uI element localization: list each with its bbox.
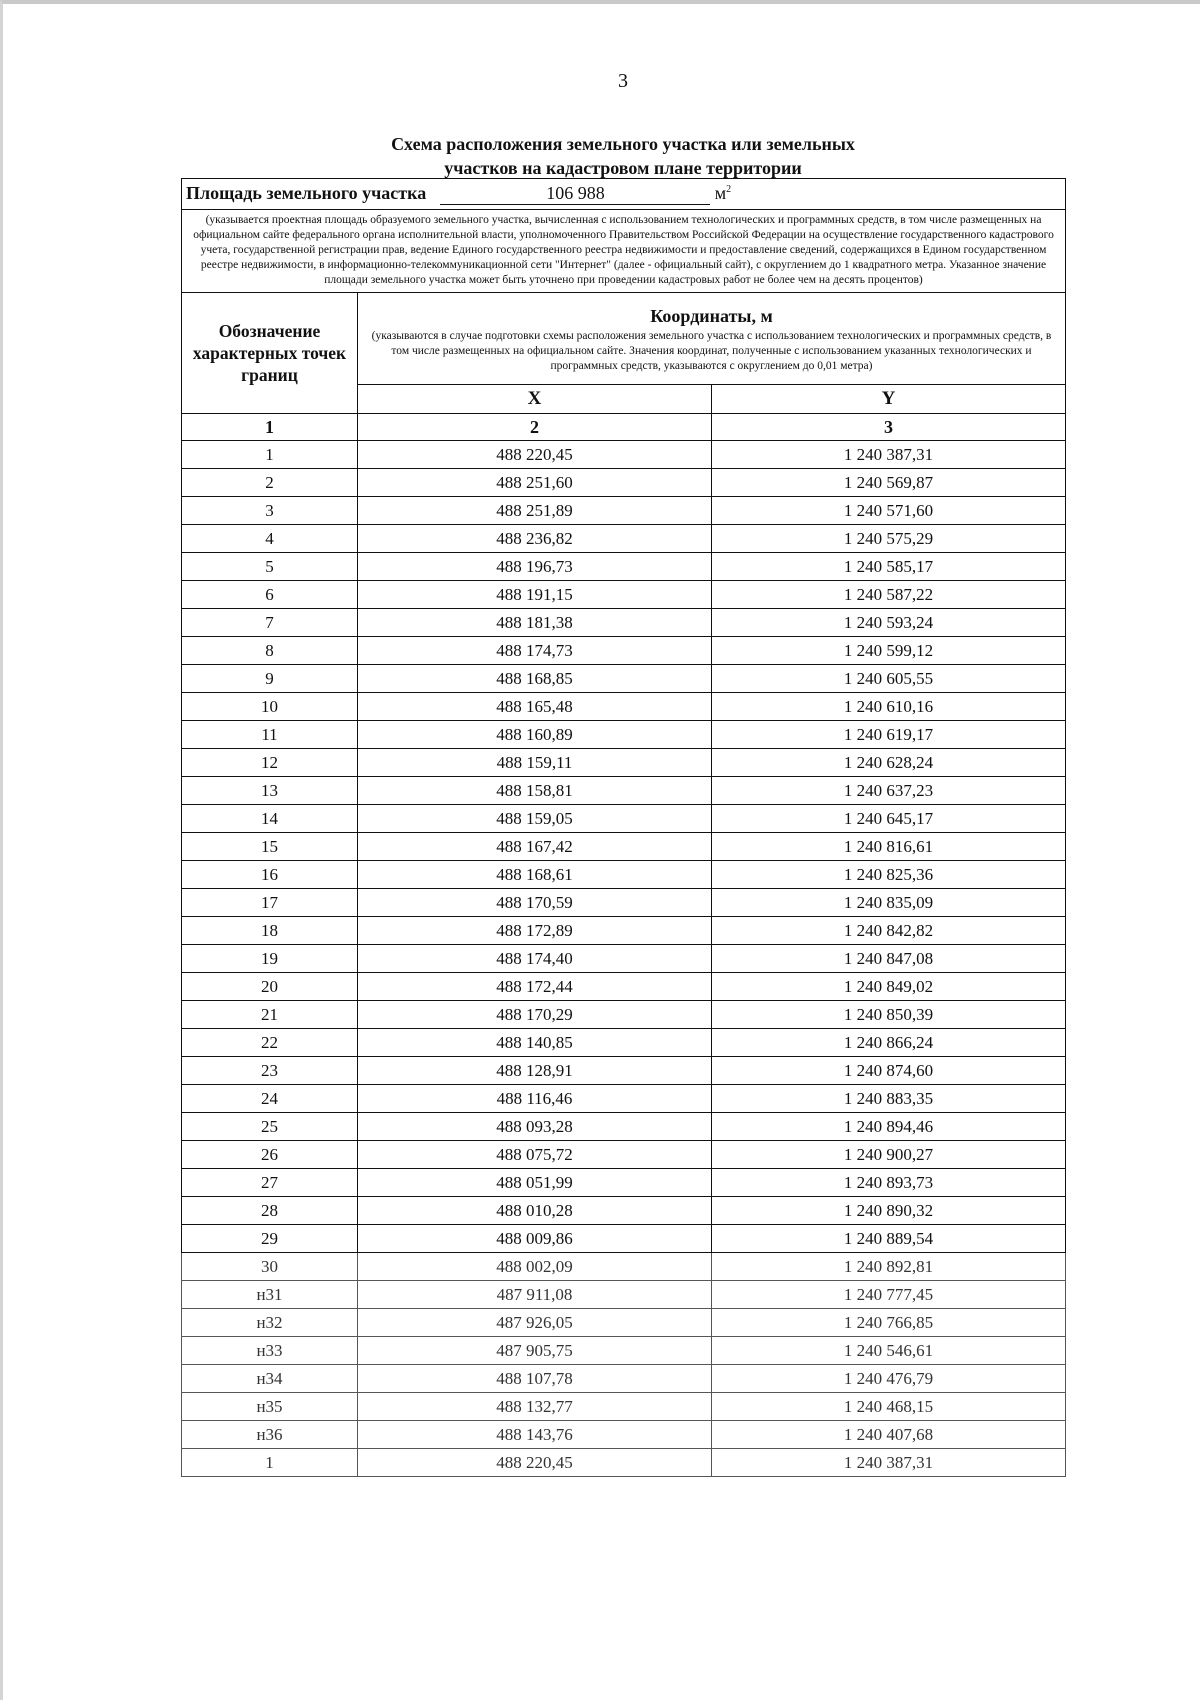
cell-y: 1 240 605,55 — [712, 665, 1066, 693]
cell-point: 29 — [182, 1225, 358, 1253]
area-value: 106 988 — [440, 183, 710, 205]
column-number: 3 — [712, 414, 1066, 441]
cell-x: 488 181,38 — [358, 609, 712, 637]
table-row — [182, 1085, 1066, 1113]
cell-x: 488 002,09 — [358, 1253, 712, 1281]
column-number: 1 — [182, 414, 358, 441]
cell-x: 488 128,91 — [358, 1057, 712, 1085]
cell-x: 488 236,82 — [358, 525, 712, 553]
cell-x: 488 075,72 — [358, 1141, 712, 1169]
cell-point: н32 — [182, 1309, 358, 1337]
cell-x: 488 159,05 — [358, 805, 712, 833]
cell-x: 488 159,11 — [358, 749, 712, 777]
cell-y: 1 240 387,31 — [712, 1449, 1066, 1477]
table-row — [182, 581, 1066, 609]
cell-y: 1 240 468,15 — [712, 1393, 1066, 1421]
cell-point: 19 — [182, 945, 358, 973]
cell-y: 1 240 619,17 — [712, 721, 1066, 749]
table-row — [182, 1449, 1066, 1477]
cell-point: 23 — [182, 1057, 358, 1085]
cell-point: 26 — [182, 1141, 358, 1169]
table-row — [182, 1113, 1066, 1141]
cell-point: н36 — [182, 1421, 358, 1449]
cell-x: 488 165,48 — [358, 693, 712, 721]
cell-y: 1 240 893,73 — [712, 1169, 1066, 1197]
table-row — [182, 805, 1066, 833]
cell-x: 488 160,89 — [358, 721, 712, 749]
column-number-row — [182, 414, 1066, 441]
cell-x: 488 172,44 — [358, 973, 712, 1001]
cell-x: 488 051,99 — [358, 1169, 712, 1197]
cell-point: 7 — [182, 609, 358, 637]
cell-y: 1 240 883,35 — [712, 1085, 1066, 1113]
cell-point: 21 — [182, 1001, 358, 1029]
table-row — [182, 609, 1066, 637]
table-row — [182, 637, 1066, 665]
cell-y: 1 240 407,68 — [712, 1421, 1066, 1449]
cell-y: 1 240 585,17 — [712, 553, 1066, 581]
table-row — [182, 1225, 1066, 1253]
title-line-1: Схема расположения земельного участка или земельных — [391, 134, 855, 154]
cell-y: 1 240 849,02 — [712, 973, 1066, 1001]
cell-point: 10 — [182, 693, 358, 721]
cell-point: 15 — [182, 833, 358, 861]
cell-point: 13 — [182, 777, 358, 805]
cell-point: 6 — [182, 581, 358, 609]
cell-y: 1 240 610,16 — [712, 693, 1066, 721]
area-note-row — [182, 210, 1066, 293]
cell-y: 1 240 866,24 — [712, 1029, 1066, 1057]
table-row — [182, 777, 1066, 805]
cell-x: 488 009,86 — [358, 1225, 712, 1253]
cell-y: 1 240 569,87 — [712, 469, 1066, 497]
cell-y: 1 240 890,32 — [712, 1197, 1066, 1225]
table-row — [182, 469, 1066, 497]
cell-y: 1 240 900,27 — [712, 1141, 1066, 1169]
cell-point: 2 — [182, 469, 358, 497]
cell-x: 488 196,73 — [358, 553, 712, 581]
cell-x: 488 107,78 — [358, 1365, 712, 1393]
cell-point: 25 — [182, 1113, 358, 1141]
table-row — [182, 833, 1066, 861]
table-row — [182, 1197, 1066, 1225]
cell-y: 1 240 571,60 — [712, 497, 1066, 525]
document-title — [181, 132, 1065, 180]
cell-x: 488 143,76 — [358, 1421, 712, 1449]
cell-y: 1 240 637,23 — [712, 777, 1066, 805]
cell-x: 488 251,60 — [358, 469, 712, 497]
table-row — [182, 1057, 1066, 1085]
header-row — [182, 293, 1066, 385]
cell-x: 488 170,59 — [358, 889, 712, 917]
cell-y: 1 240 599,12 — [712, 637, 1066, 665]
table-row — [182, 1253, 1066, 1281]
cell-point: 28 — [182, 1197, 358, 1225]
cell-point: 1 — [182, 1449, 358, 1477]
cell-y: 1 240 894,46 — [712, 1113, 1066, 1141]
cell-y: 1 240 645,17 — [712, 805, 1066, 833]
table-row — [182, 1281, 1066, 1309]
coordinates-title: Координаты, м — [650, 305, 773, 326]
cell-x: 488 168,61 — [358, 861, 712, 889]
coordinates-table — [181, 178, 1066, 1477]
cell-y: 1 240 575,29 — [712, 525, 1066, 553]
cell-y: 1 240 587,22 — [712, 581, 1066, 609]
cell-point: 18 — [182, 917, 358, 945]
cell-y: 1 240 850,39 — [712, 1001, 1066, 1029]
cell-point: 27 — [182, 1169, 358, 1197]
table-row — [182, 889, 1066, 917]
table-row — [182, 1169, 1066, 1197]
cell-x: 488 191,15 — [358, 581, 712, 609]
cell-point: 4 — [182, 525, 358, 553]
coordinates-header — [358, 293, 1066, 385]
area-unit-text: м — [714, 183, 727, 203]
table-row — [182, 917, 1066, 945]
cell-point: 30 — [182, 1253, 358, 1281]
table-row — [182, 665, 1066, 693]
page-number: 3 — [618, 70, 628, 92]
table-row — [182, 1393, 1066, 1421]
table-row — [182, 1029, 1066, 1057]
cell-x: 487 911,08 — [358, 1281, 712, 1309]
table-row — [182, 693, 1066, 721]
cell-x: 487 926,05 — [358, 1309, 712, 1337]
cell-y: 1 240 825,36 — [712, 861, 1066, 889]
table-row — [182, 1001, 1066, 1029]
cell-y: 1 240 816,61 — [712, 833, 1066, 861]
table-row — [182, 497, 1066, 525]
table-row — [182, 1309, 1066, 1337]
table-row — [182, 945, 1066, 973]
cell-point: н35 — [182, 1393, 358, 1421]
cell-x: 488 167,42 — [358, 833, 712, 861]
cell-point: 1 — [182, 441, 358, 469]
cell-y: 1 240 835,09 — [712, 889, 1066, 917]
cell-y: 1 240 628,24 — [712, 749, 1066, 777]
coordinates-note: (указываются в случае подготовки схемы расположения земельного участка с использованием технологических и программных средств, в том числе размещенных на официальном сайте. Значения координат, полученные с использованием указанных технологических и программных средств, указываются с округлением до 0,01 метра) — [371, 329, 1052, 372]
coordinates-table-wrapper — [181, 178, 1065, 1477]
area-unit — [715, 183, 731, 203]
cell-point: 20 — [182, 973, 358, 1001]
cell-y: 1 240 847,08 — [712, 945, 1066, 973]
cell-point: 17 — [182, 889, 358, 917]
cell-x: 488 220,45 — [358, 441, 712, 469]
cell-y: 1 240 892,81 — [712, 1253, 1066, 1281]
cell-x: 488 132,77 — [358, 1393, 712, 1421]
cell-x: 488 158,81 — [358, 777, 712, 805]
x-header: X — [358, 385, 712, 414]
table-row — [182, 553, 1066, 581]
cell-x: 488 093,28 — [358, 1113, 712, 1141]
table-row — [182, 973, 1066, 1001]
title-line-2: участков на кадастровом плане территории — [444, 158, 802, 178]
cell-point: 24 — [182, 1085, 358, 1113]
cell-x: 488 168,85 — [358, 665, 712, 693]
table-row — [182, 721, 1066, 749]
area-label: Площадь земельного участка — [186, 183, 427, 203]
cell-x: 488 251,89 — [358, 497, 712, 525]
cell-x: 488 174,73 — [358, 637, 712, 665]
cell-x: 488 170,29 — [358, 1001, 712, 1029]
cell-y: 1 240 476,79 — [712, 1365, 1066, 1393]
cell-point: 3 — [182, 497, 358, 525]
cell-y: 1 240 777,45 — [712, 1281, 1066, 1309]
cell-x: 488 010,28 — [358, 1197, 712, 1225]
cell-y: 1 240 889,54 — [712, 1225, 1066, 1253]
cell-point: 11 — [182, 721, 358, 749]
cell-x: 488 220,45 — [358, 1449, 712, 1477]
area-unit-sup: 2 — [726, 184, 732, 195]
cell-point: 12 — [182, 749, 358, 777]
point-designation-header: Обозначение характерных точек границ — [182, 293, 358, 414]
cell-y: 1 240 874,60 — [712, 1057, 1066, 1085]
table-row — [182, 861, 1066, 889]
cell-y: 1 240 766,85 — [712, 1309, 1066, 1337]
y-header: Y — [712, 385, 1066, 414]
cell-point: 22 — [182, 1029, 358, 1057]
cell-x: 488 140,85 — [358, 1029, 712, 1057]
table-row — [182, 749, 1066, 777]
table-row — [182, 441, 1066, 469]
area-row — [182, 179, 1066, 210]
cell-x: 488 116,46 — [358, 1085, 712, 1113]
cell-point: 9 — [182, 665, 358, 693]
cell-point: н33 — [182, 1337, 358, 1365]
cell-x: 488 172,89 — [358, 917, 712, 945]
cell-point: н34 — [182, 1365, 358, 1393]
cell-x: 487 905,75 — [358, 1337, 712, 1365]
cell-y: 1 240 842,82 — [712, 917, 1066, 945]
cell-point: 14 — [182, 805, 358, 833]
table-row — [182, 1421, 1066, 1449]
table-row — [182, 1365, 1066, 1393]
table-row — [182, 1141, 1066, 1169]
cell-x: 488 174,40 — [358, 945, 712, 973]
table-row — [182, 1337, 1066, 1365]
cell-point: н31 — [182, 1281, 358, 1309]
cell-point: 5 — [182, 553, 358, 581]
cell-point: 16 — [182, 861, 358, 889]
area-note: (указывается проектная площадь образуемого земельного участка, вычисленная с использованием технологических и программных средств, в том числе размещенных на официальном сайте федерального органа исполнительной власти, уполномоченного Правительством Российской Федерации на осуществление государственного кадастрового учета, государственной регистрации прав, ведение Единого государственного реестра недвижимости и предоставление сведений, содержащихся в Едином государственном реестре недвижимости, в информационно-телекоммуникационной сети "Интернет" (далее - официальный сайт), с округлением до 1 квадратного метра. Указанное значение площади земельного участка может быть уточнено при проведении кадастровых работ не более чем на десять процентов) — [182, 210, 1066, 293]
cell-y: 1 240 593,24 — [712, 609, 1066, 637]
cell-point: 8 — [182, 637, 358, 665]
table-row — [182, 525, 1066, 553]
column-number: 2 — [358, 414, 712, 441]
cell-y: 1 240 387,31 — [712, 441, 1066, 469]
cell-y: 1 240 546,61 — [712, 1337, 1066, 1365]
